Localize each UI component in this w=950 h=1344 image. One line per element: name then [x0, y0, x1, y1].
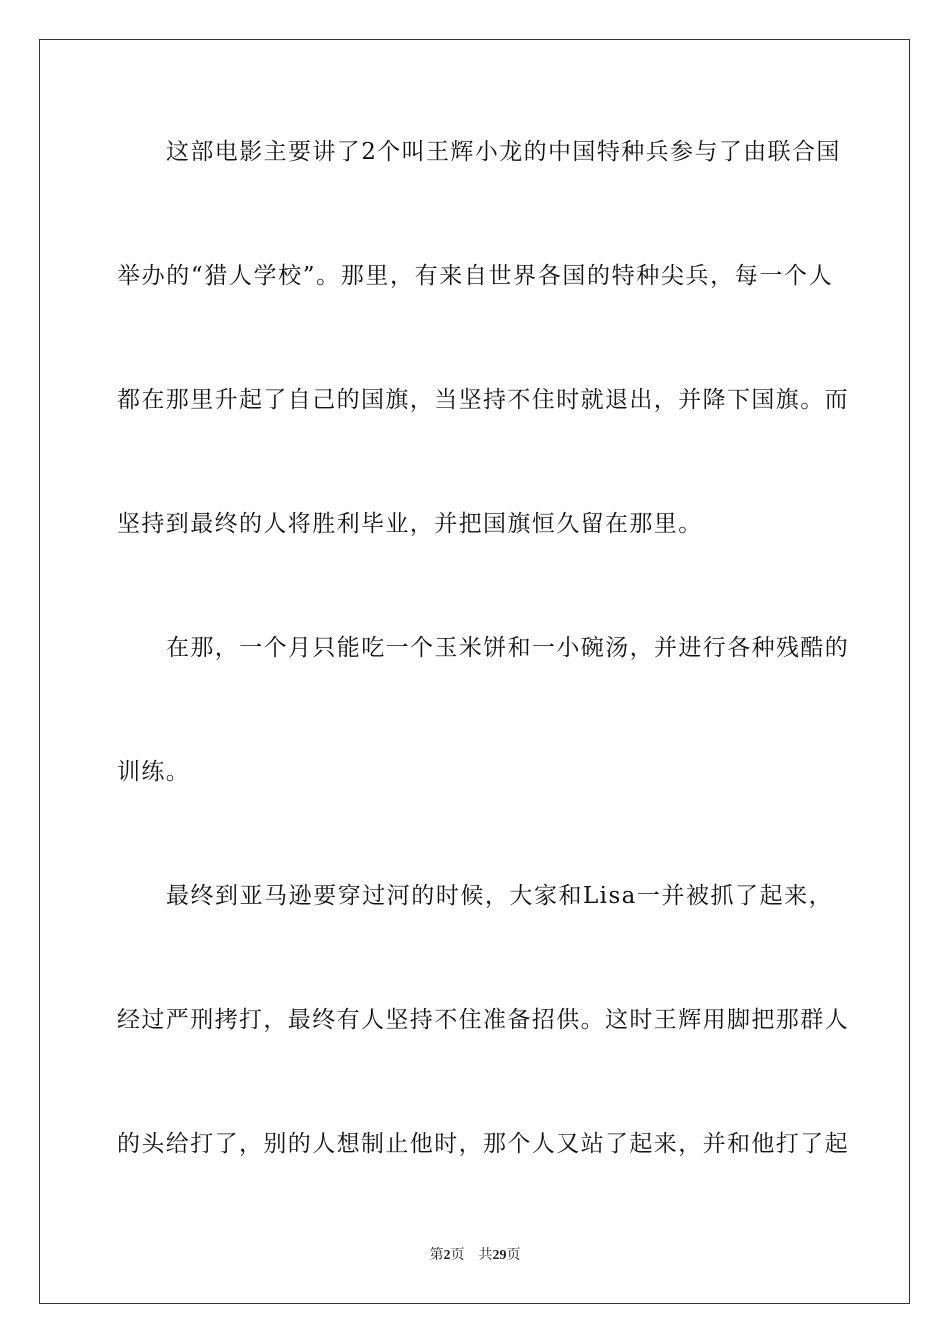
paragraph-3-line-3: 的头给打了，别的人想制止他时，那个人又站了起来，并和他打了起 — [117, 1131, 849, 1157]
paragraph-1-line-4: 坚持到最终的人将胜利毕业，并把国旗恒久留在那里。 — [117, 511, 703, 537]
page-border — [39, 39, 910, 1304]
total-suffix: 页 — [506, 1248, 521, 1263]
page-footer — [0, 1247, 950, 1265]
page-prefix: 第 — [429, 1248, 444, 1263]
paragraph-1-line-3: 都在那里升起了自己的国旗，当坚持不住时就退出，并降下国旗。而 — [117, 387, 849, 413]
paragraph-2-line-1: 在那，一个月只能吃一个玉米饼和一小碗汤，并进行各种残酷的 — [166, 635, 850, 661]
total-prefix: 共 — [478, 1248, 493, 1263]
paragraph-3-line-2: 经过严刑拷打，最终有人坚持不住准备招供。这时王辉用脚把那群人 — [117, 1007, 849, 1033]
paragraph-3-line-1: 最终到亚马逊要穿过河的时候，大家和Lisa一并被抓了起来， — [166, 883, 833, 909]
paragraph-1-line-1: 这部电影主要讲了2个叫王辉小龙的中国特种兵参与了由联合国 — [166, 139, 841, 165]
paragraph-1-line-2: 举办的“猎人学校”。那里，有来自世界各国的特种尖兵，每一个人 — [117, 263, 833, 289]
total-pages: 29 — [492, 1248, 507, 1263]
page-suffix: 页 — [450, 1248, 465, 1263]
paragraph-2-line-2: 训练。 — [117, 759, 191, 785]
page-number: 2 — [443, 1248, 451, 1263]
